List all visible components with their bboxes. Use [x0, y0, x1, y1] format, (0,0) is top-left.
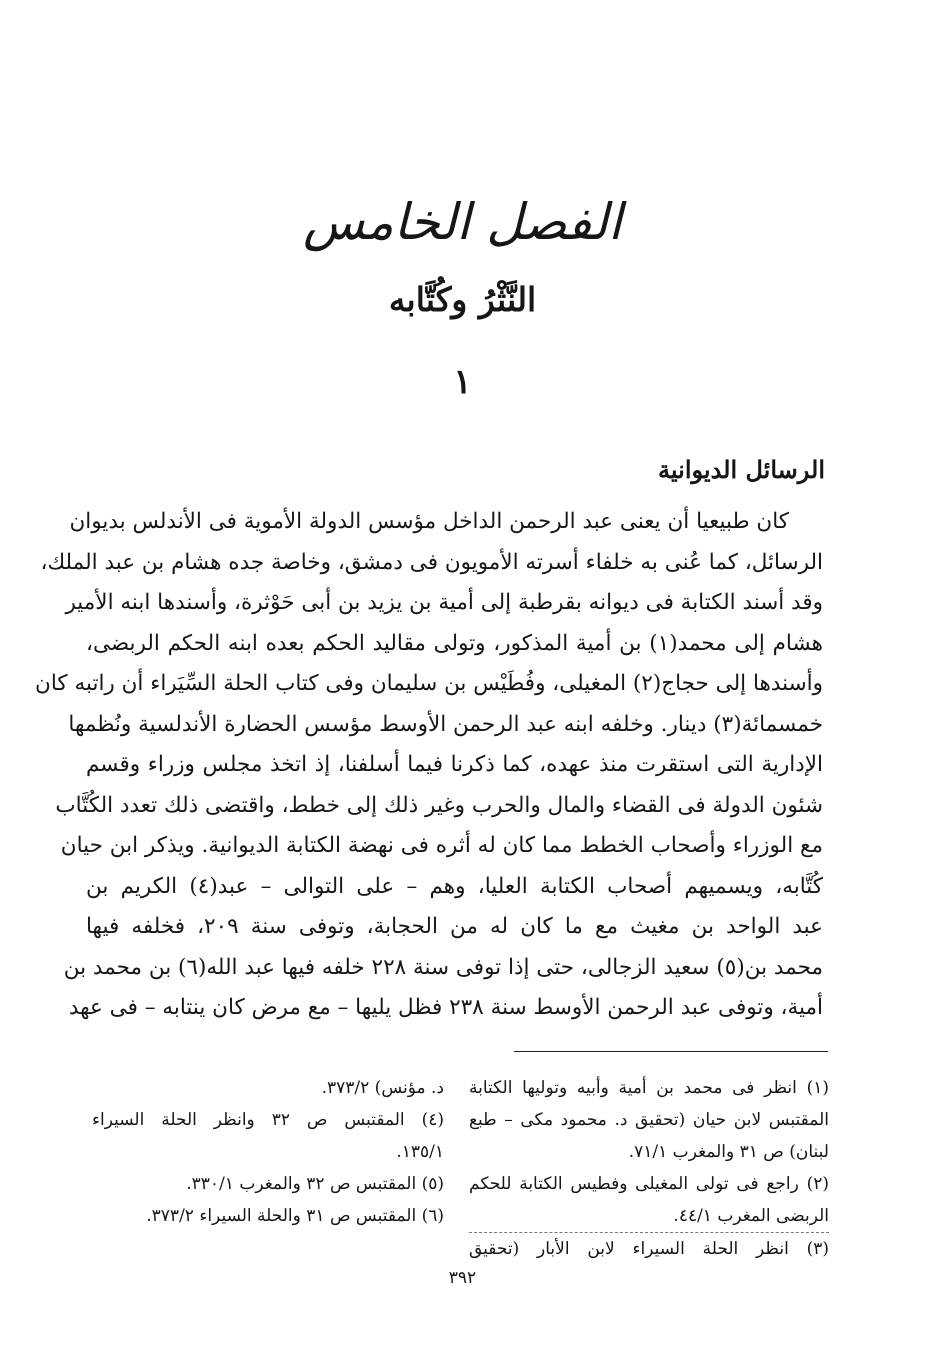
- body-line: كُتَّابه، ويسميهم أصحاب الكتابة العليا، وهم – على التوالى – عبد(٤) الكريم بن: [86, 873, 823, 899]
- page-number: ٣٩٢: [448, 1268, 477, 1288]
- footnote-line: الربضى المغرب ٤٤/١.: [673, 1206, 829, 1226]
- section-heading: الرسائل الديوانية: [658, 455, 825, 484]
- footnote-line: (٣) انظر الحلة السيراء لابن الأبار (تحقيق: [469, 1232, 829, 1265]
- body-line: خمسمائة(٣) دينار. وخلفه ابنه عبد الرحمن الأوسط مؤسس الحضارة الأندلسية ونُظمها: [68, 711, 823, 737]
- body-line: الإدارية التى استقرت منذ عهده، كما ذكرنا فيما أسلفنا، إذ اتخذ مجلس وزراء وقسم: [86, 752, 823, 777]
- body-line: هشام إلى محمد(١) بن أمية المذكور، وتولى مقاليد الحكم بعده ابنه الحكم الربضى،: [86, 630, 823, 656]
- body-text: [35, 502, 823, 1029]
- footnote-line: (١) انظر فى محمد بن أمية وأبيه وتوليها الكتابة: [469, 1078, 829, 1098]
- body-line: عبد الواحد بن مغيث مع ما كان له من الحجابة، وتوفى سنة ٢٠٩، فخلفه فيها: [86, 914, 823, 939]
- footnote-line: (٦) المقتبس ص ٣١ والحلة السيراء ٣٧٣/٢.: [146, 1206, 444, 1226]
- chapter-title: الفصل الخامس: [303, 193, 622, 251]
- footnote-line: (٤) المقتبس ص ٣٢ وانظر الحلة السيراء: [92, 1110, 444, 1130]
- body-line: وقد أسند الكتابة فى ديوانه بقرطبة إلى أمية بن يزيد بن أبى حَوْثرة، وأسندها ابنه الأمير: [65, 590, 823, 615]
- footnote-line: لبنان) ص ٣١ والمغرب ٧١/١.: [628, 1142, 829, 1162]
- chapter-subtitle: النَّثْرُ وكُتَّابه: [388, 280, 537, 319]
- body-line: أمية، وتوفى عبد الرحمن الأوسط سنة ٢٣٨ فظل يليها – مع مرض كان ينتابه – فى عهد: [68, 995, 823, 1020]
- body-line: شئون الدولة فى القضاء والمال والحرب وغير ذلك إلى خطط، واقتضى ذلك تعدد الكُتَّاب: [55, 792, 823, 818]
- footnote-line: د. مؤنس) ٣٧٣/٢.: [321, 1078, 444, 1098]
- footnote-line: (٢) راجع فى تولى المغيلى وفطيس الكتابة للحكم: [469, 1174, 829, 1194]
- footnotes-right-column: [469, 1072, 829, 1265]
- body-line: محمد بن(٥) سعيد الزجالى، حتى إذا توفى سنة ٢٢٨ خلفه فيها عبد الله(٦) بن محمد بن: [63, 954, 823, 980]
- body-line: كان طبيعيا أن يعنى عبد الرحمن الداخل مؤسس الدولة الأموية فى الأندلس بديوان: [69, 509, 789, 534]
- footnotes-left-column: [92, 1072, 444, 1232]
- body-line: مع الوزراء وأصحاب الخطط مما كان له أثره فى نهضة الكتابة الديوانية. ويذكر ابن حيان: [60, 833, 823, 858]
- footnote-divider: [514, 1051, 828, 1052]
- section-number: ١: [453, 362, 472, 402]
- body-line: الرسائل، كما عُنى به خلفاء أسرته الأمويون فى دمشق، وخاصة جده هشام بن عبد الملك،: [40, 549, 823, 575]
- footnote-line: ١٣٥/١.: [396, 1142, 444, 1162]
- footnote-line: المقتبس لابن حيان (تحقيق د. محمود مكى – طبع: [469, 1110, 829, 1130]
- body-line: وأسندها إلى حجاج(٢) المغيلى، وفُطَيْس بن سليمان وفى كتاب الحلة السِّيَراء أن راتبه كان: [35, 671, 823, 696]
- footnote-line: (٥) المقتبس ص ٣٢ والمغرب ٣٣٠/١.: [186, 1174, 444, 1194]
